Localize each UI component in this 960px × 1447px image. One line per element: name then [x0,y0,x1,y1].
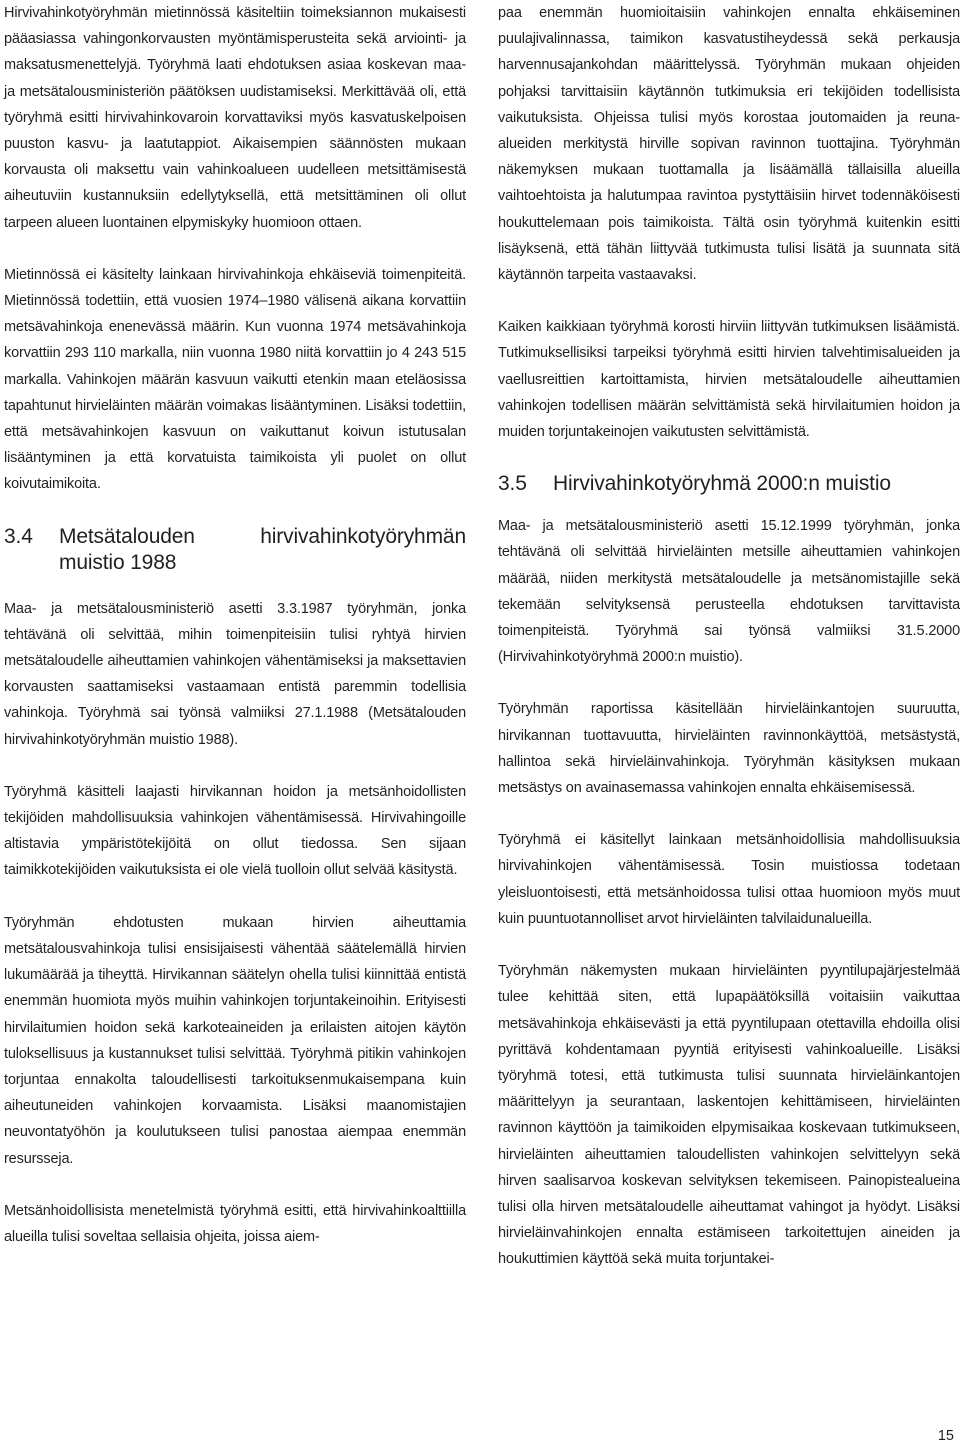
body-paragraph: Mietinnössä ei käsitelty lainkaan hirvivahinkoja ehkäiseviä toimenpiteitä. Mietinnössä todettiin, että vuosien 1974–1980 välisenä aikana korvattiin metsävahinkoja enenevässä määrin. Kun vuonna 1974 metsävahinkoja korvattiin 293 110 markalla, niin vuonna 1980 niitä korvattiin jo 4 243 515 markalla. Vahinkojen määrän kasvuun vaikutti etenkin maan eteläosissa tapahtunut hirvieläinten määrän voimakas lisääntyminen. Lisäksi todettiin, että metsävahinkojen kasvuun on vaikuttanut koivun istutusalan lisääntyminen ja että korvatuista taimikoista yli puolet on ollut koivutaimikoita. [4,266,466,493]
body-paragraph: Kaiken kaikkiaan työryhmä korosti hirviin liittyvän tutkimuksen lisäämistä. Tutkimuksellisiksi tarpeiksi työryhmä esitti hirvien talvehtimisalueiden ja vaellusreittien kartoittamista, hirvien metsätaloudelle aiheuttamien vahinkojen todellisen määrän selvittämistä sekä hirvilaitumien hoidon ja muiden torjuntakeinojen vaikutusten selvittämistä. [498,319,960,441]
section-number: 3.5 [498,472,527,496]
section-heading-3-5 [498,471,960,497]
body-paragraph: paa enemmän huomioitaisiin vahinkojen ennalta ehkäiseminen puulajivalinnassa, taimikon kasvatustiheydessä sekä perkausja harvennusajankohdan määrittelyssä. Työryhmän mukaan ohjeiden pohjaksi tarvittaisiin käytännön tutkimuksia eri tekijöiden todellisista vaikutuksista. Ohjeissa tulisi myös korostaa joutomaiden ja reuna-alueiden merkitystä hirville sopivan ravinnon tuottajina. Työryhmän näkemyksen mukaan tuottamalla ja lisäämällä tällaisilla alueilla vaihtoehtoista ja halutumpaa ravintoa pystyttäisiin hirvet todennäköisesti houkuttelemaan pois taimikoista. Tältä osin työryhmä kuitenkin esitti lisäyksenä, että tähän liittyvää tutkimusta tulisi lisätä ja suunnata sitä käytännön tarpeita vastaavaksi. [498,5,960,284]
body-paragraph: Työryhmän ehdotusten mukaan hirvien aiheuttamia metsätalousvahinkoja tulisi ensisijaisesti vähentää säätelemällä hirvien lukumäärää ja tiheyttä. Hirvikannan säätelyn ohella tulisi kiinnittää entistä enemmän huomiota myös muihin vahinkojen torjuntakeinoihin. Erityisesti hirvilaitumien hoidon sekä karkoteaineiden ja erilaisten aitojen käytön tuloksellisuus ja kustannukset tulisi selvittää. Työryhmä pitikin vahinkojen torjuntaa ennakolta taloudellisesti tarkoituksenmukaisempana kuin aiheutuneiden vahinkojen korvaamista. Lisäksi maanomistajien neuvontatyöhön ja koulutukseen tulisi panostaa aiempaa enemmän resursseja. [4,914,466,1167]
body-paragraph: Työryhmä käsitteli laajasti hirvikannan hoidon ja metsänhoidollisten tekijöiden mahdollisuuksia vahinkojen vähentämisessä. Hirvivahingoille altistavia ympäristötekijöitä on ollut tiedossa. Sen sijaan taimikkotekijöiden vaikutuksista ei ole vielä tuolloin ollut selvää käsitystä. [4,783,466,879]
section-title: Hirvivahinkotyöryhmä 2000:n muistio [553,472,891,496]
body-paragraph: Työryhmän näkemysten mukaan hirvieläinten pyyntilupajärjestelmää tulee kehittää siten, että lupapäätöksillä voitaisiin vaikuttaa metsävahinkoja ehkäisevästi ja että pyyntilupaan otettavilla ehdoilla olisi pyrittävä kohdentamaan pyyntiä erityisesti vahinkoalueille. Lisäksi työryhmä totesi, että tutkimusta tulisi suunnata hirvieläinkantojen määrittelyyn ja seurantaan, laskentojen kehittämiseen, hirvieläinten ravinnon käyttöön ja taimikoiden elpymisaikaa koskevaan tutkimukseen, hirvieläinten aiheuttamien taloudellisten vahinkojen selvittelyyn sekä hirven saalisarvoa koskevan selvityksen tekemiseen. Painopistealueina tulisi olla hirven metsätaloudelle aiheuttamat vahingot ja hyödyt. Lisäksi hirvieläinvahinkojen ennalta estämiseen tarkoitettujen aineiden ja houkuttimien käyttöä sekä muita torjuntakei- [498,963,960,1268]
right-column [498,0,960,1299]
body-paragraph: Maa- ja metsätalousministeriö asetti 15.12.1999 työryhmän, jonka tehtävänä oli selvittää hirvieläinten metsille aiheuttamien vahinkojen määrää, niiden merkitystä metsätaloudelle ja metsänomistajille sekä tekemään selvityksensä perusteella ehdotuksen tarvittavista toimenpiteistä. Työryhmä sai työnsä valmiiksi 31.5.2000 (Hirvivahinkotyöryhmä 2000:n muistio). [498,518,960,666]
page-number: 15 [937,1428,954,1444]
section-heading-3-4 [4,524,466,576]
body-paragraph: Työryhmä ei käsitellyt lainkaan metsänhoidollisia mahdollisuuksia hirvivahinkojen vähentämisessä. Tosin muistiossa todetaan yleisluontoisesti, että metsänhoidossa tulisi ottaa huomioon myös muut kuin puuntuotannolliset arvot hirvieläinten talvilaidunalueilla. [498,832,960,927]
section-number: 3.4 [4,524,33,548]
left-column [4,0,466,1276]
body-paragraph: Maa- ja metsätalousministeriö asetti 3.3.1987 työryhmän, jonka tehtävänä oli selvittää, mihin toimenpiteisiin tulisi ryhtyä hirvien metsätaloudelle aiheuttamien vahinkojen vähentämiseksi ja maksettavien korvausten saattamiseksi vastaamaan entistä paremmin todellisia vahinkoja. Työryhmä sai työnsä valmiiksi 27.1.1988 (Metsätalouden hirvivahinkotyöryhmän muistio 1988). [4,600,466,748]
body-paragraph: Metsänhoidollisista menetelmistä työryhmä esitti, että hirvivahinkoalttiilla alueilla tulisi soveltaa sellaisia ohjeita, joissa aiem- [4,1202,466,1245]
body-paragraph: Hirvivahinkotyöryhmän mietinnössä käsiteltiin toimeksiannon mukaisesti pääasiassa vahingonkorvausten myöntämisperusteita sekä arviointi- ja maksatusmenettelyjä. Työryhmä laati ehdotuksen asiaa koskevan maa- ja metsätalousministeriön päätöksen uudistamiseksi. Merkittävää oli, että työryhmä esitti hirvivahinkovaroin korvattaviksi myös kasvatuskelpoisen puuston kasvu- ja laatutappiot. Aikaisempien säännösten mukaan korvausta oli maksettu vain vahinkoalueen uudelleen metsittämisestä aiheutuviin kustannuksiin edellytyksellä, että metsittäminen oli ollut tarpeen alueen luontainen elpymiskyky huomioon ottaen. [4,5,466,231]
body-paragraph: Työryhmän raportissa käsitellään hirvieläinkantojen suuruutta, hirvikannan tuottavuutta, hirvieläinten ravinnonkäyttöä, metsästystä, hallintoa sekä hirvieläinvahinkoja. Työryhmän käsityksen mukaan metsästys on avainasemassa vahinkojen ennalta ehkäisemisessä. [498,701,960,797]
section-title: Metsätalouden hirvivahinkotyöryhmän muistio 1988 [59,524,466,574]
